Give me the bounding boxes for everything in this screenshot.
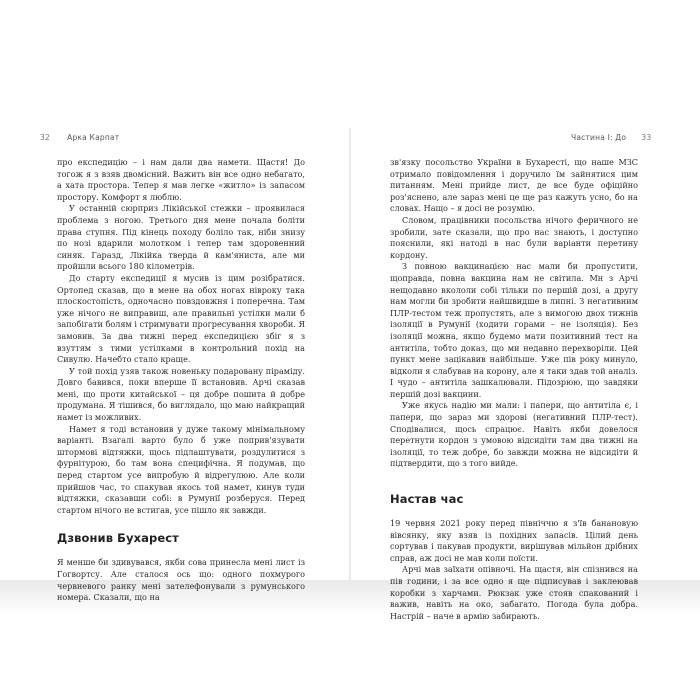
left-paragraph-4: У той похід узяв також новеньку подаровану піраміду. Довго бавився, поки вперше її встановив. Арчі сказав мені, що проти китайської – ця добре пошита й добре продумана. Я тішився, бо виглядало, що маю найкращий намет із можливих. [57, 365, 305, 423]
left-paragraph-2: У останній сюрприз Лікійської стежки – проявилася проблема з ногою. Третього дня мене почала боліти права ступня. Під кінець походу боліло так, ніби знизу по нозі вдарили молотком і тепер там здоровенний синяк. Гаразд, Лікійка тверда й кам'яниста, але ми пройшли всього 180 кілометрів. [57, 203, 305, 272]
right-paragraph-4: Уже якусь надію ми мали: і папери, що антитіла є, і папери, що зараз ми здорові (негативний ПЛР-тест). Сподівалися, щось спрацює. Навіть якби довелося перетнути кордон з умовою відсидіти там два тижні на ізоляції, то теж добре, бо завжди можна не відсидіти й підтвердити, що з того вийде. [390, 400, 638, 469]
right-paragraph-5: 19 червня 2021 року перед північчю я з'їв банановую вівсянку, яку взяв із похідних запасів. Цілий день сортував і пакував продукти, вирішував мільйон дрібних справ, аж досі не мав коли поїсти. [390, 518, 638, 563]
left-paragraph-5: Намет я тоді встановив у дуже такому мінімальному варіанті. Взагалі варто було б уже поприв'язувати штормові відтяжки, щось підлаштувати, роздулитися з фурнітурою, бо там вона специфічна. Я подумав, що перед стартом усе випробую й відрегулюю. Але коли прийшов час, то спакував якось той намет, кинув туди відтяжки, сказавши собі: в Румунії розберуся. Перед стартом нічого не встигав, усе пішло як завжди. [57, 423, 305, 515]
left-paragraph-6: Я менше би здивувався, якби сова принесла мені лист із Гогвортсу. Але сталося ось що: одного похмурого червневого ранку мені зателефонували з румунського номера. Сказали, що на [57, 557, 305, 603]
left-page-number: 32 [40, 133, 50, 142]
section-heading-bucharest: Дзвонив Бухарест [57, 531, 179, 546]
right-paragraph-1: зв'язку посольство України в Бухаресті, що наше МЗС отримало повідомлення і доручило їм зайнятися цим питанням. Мені прийде лист, де все буде офіційно роз'яснено, але зараз мені це ще раз кажуть усно, бо на словах. Нащо – я досі не розумію. [390, 157, 638, 214]
left-paragraph-1: про експедицію – і нам дали два намети. Щастя! До тогож я з взяв двомісний. Важить він все одно небагато, а хата простора. Тепер я мав легке «житло» із запасом простору. Комфорт я люблю. [57, 157, 305, 202]
right-paragraph-6: Арчі мав заїхати опівночі. На щастя, він спізнився на пів години, і за все одно я ще підписував і заклеював коробки з харчами. Рюкзак уже стояв спакований і важив, навіть на око, забагато. Погода була добра. Настрій – наче в армію забирають. [390, 564, 638, 621]
left-page [57, 157, 305, 604]
left-running-head [40, 133, 119, 142]
right-running-head [571, 133, 651, 142]
right-page [390, 157, 638, 622]
right-paragraph-3: З повною вакцинацією нас мали би пропустити, щоправда, повна вакцина нам не світила. Мн з Арчі нещодавно вкололи собі тільки по першій дозі, а другу нам могли би зробити найшвидше в липні. З негативним ПЛР-тестом теж пропустять, але з вимогою двох тижнів ізоляції в Румунії (ходити горами – не ізоляція). Без ізоляції можна, якщо будемо мати позитивний тест на антитіла, тобто доказ, що ми недавно перехворіли. Цей пункт мене зацікавив найбільше. Уже пів року минуло, відколи я слабував на корону, але я таки здав той аналіз. І чудо – антитіла зашкалювали. Підозрюю, що завдяки першій дозі вакцини. [390, 261, 638, 399]
right-paragraph-2: Словом, працівники посольства нічого феричного не зробили, зате сказали, що про нас знають, і доступно пояснили, які натоді в нас були варіанти перетину кордону. [390, 214, 638, 260]
section-heading-time-came: Настав час [390, 492, 464, 507]
book-gutter [349, 128, 351, 588]
right-running-title: Частина I: До [571, 133, 627, 142]
left-running-title: Арка Карпат [67, 133, 120, 142]
left-paragraph-3: До старту експедиції я мусив із цим розібратися. Ортопед сказав, що в мене на обох ногах нівроку такa плоскостопість, одночасно повздовжня і поперечна. Там уже нічого не виправиш, але правильні устілки мали б запобігати болям і стримувати прогресування хвороби. Я замовив. За два тижні перед експедицією збіг я з взуттям з тими устілками в контрольний похід на Сивулю. Начебто стало краще. [57, 272, 305, 365]
right-page-number: 33 [641, 133, 652, 142]
